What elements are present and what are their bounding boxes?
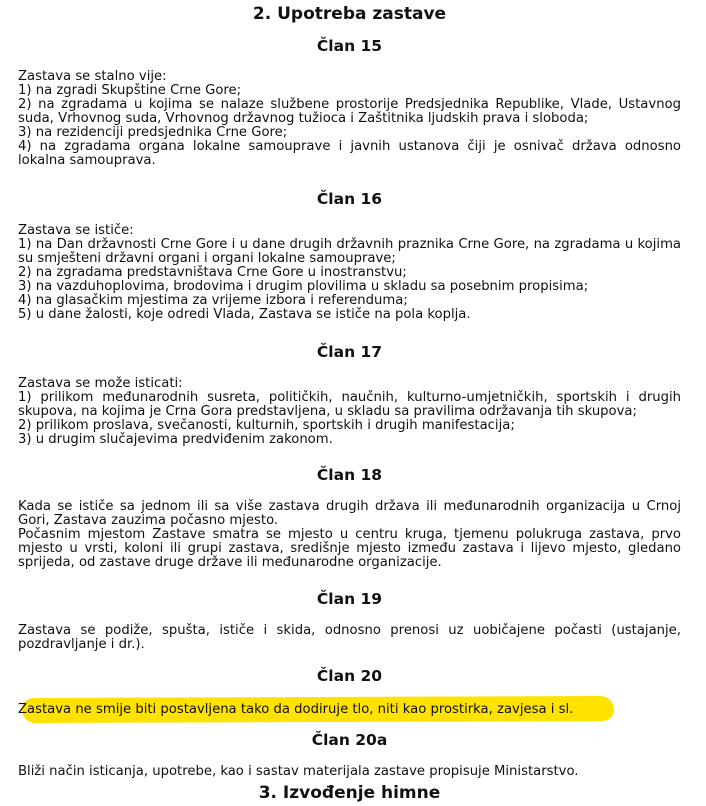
article-15-body	[18, 70, 681, 168]
article-title-20: Član 20	[316, 667, 383, 685]
article-17-line: 3) u drugim slučajevima predviđenim zakonom.	[18, 432, 333, 447]
article-18-line: Počasnim mjestom Zastave smatra se mjesto u centru kruga, tjemenu polukruga zastava, prvo mjesto u vrsti, koloni ili grupi zastava, središnje mjesto između zastava i lijevo mjesto, gledano sprijeda, od zastave druge države ili međunarodne organizacije.	[18, 527, 681, 570]
article-15-line: 1) na zgradi Skupštine Crne Gore;	[18, 83, 242, 98]
article-20a-body	[18, 765, 681, 779]
article-16-line: 1) na Dan državnosti Crne Gore i u dane drugih državnih praznika Crne Gore, na zgradama u kojima su smješteni državni organi i organi lokalne samouprave;	[18, 237, 681, 266]
article-title-18: Član 18	[316, 466, 383, 484]
article-19-body	[18, 624, 681, 652]
article-16-line: 3) na vazduhoplovima, brodovima i drugim plovilima u skladu sa posebnim propisima;	[18, 279, 589, 294]
article-title-16: Član 16	[316, 190, 383, 208]
article-15-line: 4) na zgradama organa lokalne samouprave i javnih ustanova čiji je osnivač država odnosno lokalna samouprava.	[18, 139, 681, 168]
article-16-line: 4) na glasačkim mjestima za vrijeme izbora i referenduma;	[18, 293, 408, 308]
article-20-highlighted-text: Zastava ne smije biti postavljena tako da dodiruje tlo, niti kao prostirka, zavjesa i sl.	[18, 702, 574, 717]
section-heading-3: 3. Izvođenje himne	[258, 783, 441, 803]
article-16-line: 5) u dane žalosti, koje odredi Vlada, Zastava se ističe na pola koplja.	[18, 307, 471, 322]
article-16-line: 2) na zgradama predstavništava Crne Gore u inostranstvu;	[18, 265, 407, 280]
article-20a-line: Bliži način isticanja, upotrebe, kao i sastav materijala zastave propisuje Ministarstvo.	[18, 764, 579, 779]
article-19-line: Zastava se podiže, spušta, ističe i skida, odnosno prenosi uz uobičajene počasti (ustajanje, pozdravljanje i dr.).	[18, 623, 681, 652]
article-18-line: Kada se ističe sa jednom ili sa više zastava drugih država ili međunarodnih organizacija u Crnoj Gori, Zastava zauzima počasno mjesto.	[18, 499, 681, 528]
article-15-line: Zastava se stalno vije:	[18, 69, 167, 84]
article-15-line: 2) na zgradama u kojima se nalaze službene prostorije Predsjednika Republike, Vlade, Ustavnog suda, Vrhovnog suda, Vrhovnog državnog tužioca i Zaštitnika ljudskih prava i sloboda;	[18, 97, 681, 126]
article-title-17: Član 17	[316, 343, 383, 361]
article-title-19: Član 19	[316, 590, 383, 608]
article-18-body	[18, 500, 681, 570]
article-17-body	[18, 377, 681, 447]
article-title-15: Član 15	[316, 37, 383, 55]
article-17-line: 2) prilikom proslava, svečanosti, kulturnih, sportskih i drugih manifestacija;	[18, 418, 515, 433]
article-17-line: 1) prilikom međunarodnih susreta, političkih, naučnih, kulturno-umjetničkih, sportskih i drugih skupova, na kojima je Crna Gora predstavljena, u skladu sa pravilima održavanja tih skupova;	[18, 390, 681, 419]
article-17-line: Zastava se može isticati:	[18, 376, 183, 391]
article-16-body	[18, 224, 681, 322]
article-15-line: 3) na rezidenciji predsjednika Crne Gore;	[18, 125, 288, 140]
article-16-line: Zastava se ističe:	[18, 223, 134, 238]
section-heading-2: 2. Upotreba zastave	[252, 4, 447, 24]
article-title-20a: Član 20a	[311, 731, 388, 749]
